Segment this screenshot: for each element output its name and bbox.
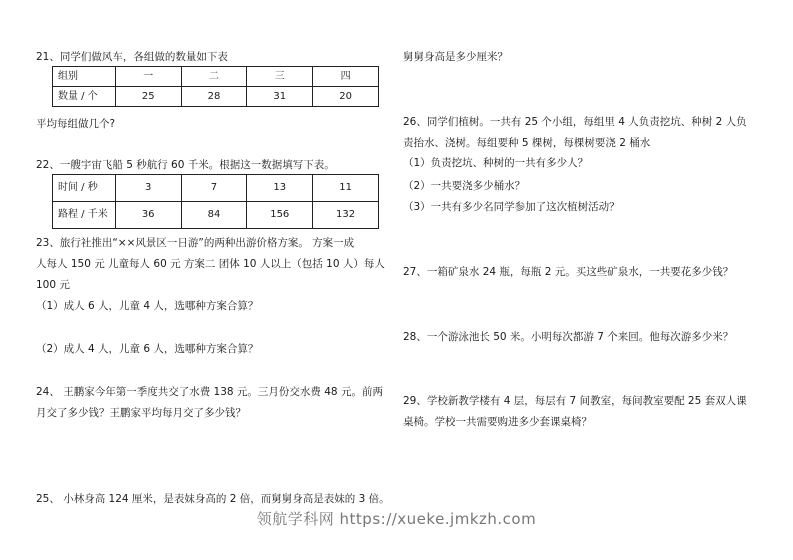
q25-continuation: 舅舅身高是多少厘米？ [403, 51, 508, 63]
q22-table [52, 174, 379, 229]
table-cell: 31 [247, 87, 313, 107]
table-row [53, 202, 379, 229]
q23-sub1: （1）成人 6 人，儿童 4 人，选哪种方案合算？ [36, 300, 259, 312]
q24-line1: 24、 王鹏家今年第一季度共交了水费 138 元。三月份交水费 48 元。前两 [36, 386, 383, 398]
table-cell: 组别 [53, 67, 116, 87]
q24-line2: 月交了多少钱？王鹏家平均每月交了多少钱？ [36, 407, 246, 419]
q29-line1: 29、学校新教学楼有 4 层，每层有 7 间教室，每间教室要配 25 套双人课 [403, 395, 747, 407]
q21-title: 21、同学们做风车，各组做的数量如下表 [36, 51, 228, 63]
table-cell: 数量 / 个 [53, 87, 116, 107]
table-cell: 3 [115, 175, 181, 202]
q23-line2: 人每人 150 元 儿童每人 60 元 方案二 团体 10 人以上（包括 10 人）每人 [36, 258, 385, 270]
table-cell: 20 [313, 87, 379, 107]
table-cell: 28 [181, 87, 247, 107]
q26-sub3: （3）一共有多少名同学参加了这次植树活动？ [403, 201, 620, 213]
table-cell: 36 [115, 202, 181, 229]
table-cell: 四 [313, 67, 379, 87]
table-cell: 132 [313, 202, 379, 229]
q25-line1: 25、 小林身高 124 厘米，是表妹身高的 2 倍，而舅舅身高是表妹的 3 倍。 [36, 493, 390, 505]
table-cell: 25 [115, 87, 181, 107]
table-cell: 三 [247, 67, 313, 87]
table-cell: 一 [115, 67, 181, 87]
table-cell: 二 [181, 67, 247, 87]
q27-line1: 27、一箱矿泉水 24 瓶，每瓶 2 元。买这些矿泉水，一共要花多少钱？ [403, 266, 734, 278]
q23-line1: 23、旅行社推出“××风景区一日游”的两种出游价格方案。 方案一成 [36, 237, 355, 249]
table-row [53, 67, 379, 87]
q26-sub2: （2）一共要浇多少桶水？ [403, 180, 526, 192]
q28-line1: 28、一个游泳池长 50 米。小明每次都游 7 个来回。他每次游多少米？ [403, 331, 734, 343]
table-cell: 时间 / 秒 [53, 175, 116, 202]
q23-sub2: （2）成人 4 人，儿童 6 人，选哪种方案合算？ [36, 343, 259, 355]
q21-question: 平均每组做几个? [36, 118, 116, 130]
q21-table [52, 66, 379, 107]
q29-line2: 桌椅。学校一共需要购进多少套课桌椅？ [403, 416, 592, 428]
table-cell: 11 [313, 175, 379, 202]
table-cell: 7 [181, 175, 247, 202]
q26-sub1: （1）负责挖坑、种树的一共有多少人？ [403, 157, 589, 169]
q23-line3: 100 元 [36, 279, 70, 291]
table-row [53, 87, 379, 107]
table-row [53, 175, 379, 202]
q26-line2: 责抬水、浇树。每组要种 5 棵树，每棵树要浇 2 桶水 [403, 137, 651, 149]
table-cell: 13 [247, 175, 313, 202]
table-cell: 156 [247, 202, 313, 229]
table-cell: 84 [181, 202, 247, 229]
footer-watermark: 领航学科网 https://xueke.jmkzh.com [256, 510, 537, 528]
q22-title: 22、一艘宇宙飞船 5 秒航行 60 千米。根据这一数据填写下表。 [36, 159, 335, 171]
table-cell: 路程 / 千米 [53, 202, 116, 229]
q26-line1: 26、同学们植树。一共有 25 个小组，每组里 4 人负责挖坑、种树 2 人负 [403, 116, 747, 128]
